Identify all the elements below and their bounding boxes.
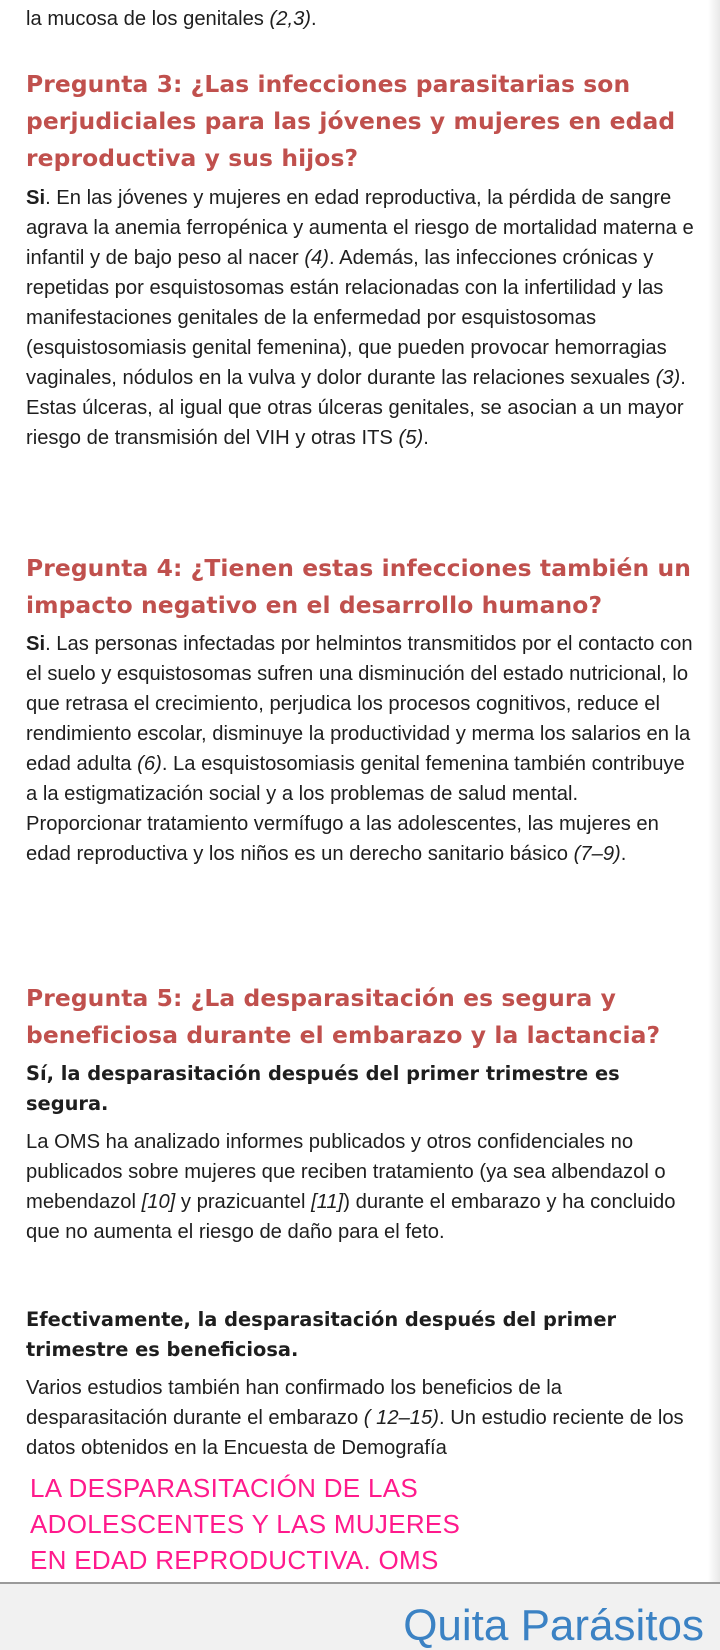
overlay-caption-line: ADOLESCENTES Y LAS MUJERES [30,1509,461,1539]
question-5-benefits-paragraph [26,1373,696,1463]
paragraph-text: ) durante el embarazo y ha concluido que no aumenta el riesgo de daño para el feto. [26,1191,676,1243]
intro-text: la mucosa de los genitales [26,8,270,30]
question-5-heading: Pregunta 5: ¿La desparasitación es segura y beneficiosa durante el embarazo y la lactancia? [26,984,661,1049]
answer-text: . Estas úlceras, al igual que otras úlceras genitales, se asocian a un mayor riesgo de transmisión del VIH y otras ITS [26,367,686,449]
question-5-subheading-beneficial: Efectivamente, la desparasitación después del primer trimestre es beneficiosa. [26,1308,617,1361]
citation: [11] [311,1191,344,1213]
overlay-caption-line: EN EDAD REPRODUCTIVA. OMS [30,1545,439,1575]
question-5-subheading-safe: Sí, la desparasitación después del primer trimestre es segura. [26,1062,620,1115]
citation: ( 12–15) [363,1407,439,1429]
overlay-caption [30,1470,630,1578]
citation: (6) [137,753,162,775]
brand-watermark: Quita Parásitos [403,1601,704,1650]
answer-text: . Además, las infecciones crónicas y repetidas por esquistosomas están relacionadas con la infertilidad y las manifestaciones genitales de la enfermedad por esquistosomas (esquistosomiasis genital femenina), que pueden provocar hemorragias vaginales, nódulos en la vulva y dolor durante las relaciones sexuales [26,247,667,389]
citation: (7–9) [573,843,621,865]
answer-text: . La esquistosomiasis genital femenina también contribuye a la estigmatización social y a los problemas de salud mental. Proporcionar tratamiento vermífugo a las adolescentes, las mujeres en edad reproductiva y los niños es un derecho sanitario básico [26,753,685,865]
citation: (5) [398,427,424,449]
paragraph-text: Varios estudios también han confirmado los beneficios de la desparasitación durante el embarazo [26,1377,563,1429]
answer-label: Si [26,633,46,655]
citation: (3) [655,367,681,389]
question-3-answer [26,183,696,453]
paragraph-text: y prazicuantel [175,1191,312,1213]
question-3-heading: Pregunta 3: ¿Las infecciones parasitarias son perjudiciales para las jóvenes y mujeres en edad reproductiva y sus hijos? [26,70,676,172]
paragraph-text: La OMS ha analizado informes publicados y otros confidenciales no publicados sobre mujeres que reciben tratamiento (ya sea albendazol o mebendazol [26,1131,666,1213]
intro-paragraph [26,4,696,34]
answer-label: Si [26,187,46,209]
page-edge-shadow [708,0,720,1582]
citation: [10] [141,1191,176,1213]
answer-text: . Las personas infectadas por helmintos transmitidos por el contacto con el suelo y esquistosomas sufren una disminución del estado nutricional, lo que retrasa el crecimiento, perjudica los procesos cognitivos, reduce el rendimiento escolar, disminuye la productividad y merma los salarios en la edad adulta [26,633,693,775]
question-4-answer [26,629,696,869]
answer-text: . [423,427,429,449]
citation: (4) [304,247,330,269]
overlay-caption-line: LA DESPARASITACIÓN DE LAS [30,1473,418,1503]
paragraph-text: . Un estudio reciente de los datos obtenidos en la Encuesta de Demografía [26,1407,684,1459]
answer-text: . [620,843,627,865]
intro-end: . [311,8,317,30]
question-4-heading: Pregunta 4: ¿Tienen estas infecciones también un impacto negativo en el desarrollo humano? [26,554,691,619]
citation: (2,3) [269,8,312,30]
answer-text: . En las jóvenes y mujeres en edad reproductiva, la pérdida de sangre agrava la anemia ferropénica y aumenta el riesgo de mortalidad materna e infantil y de bajo peso al nacer [26,187,694,269]
question-5-safety-paragraph [26,1127,696,1247]
